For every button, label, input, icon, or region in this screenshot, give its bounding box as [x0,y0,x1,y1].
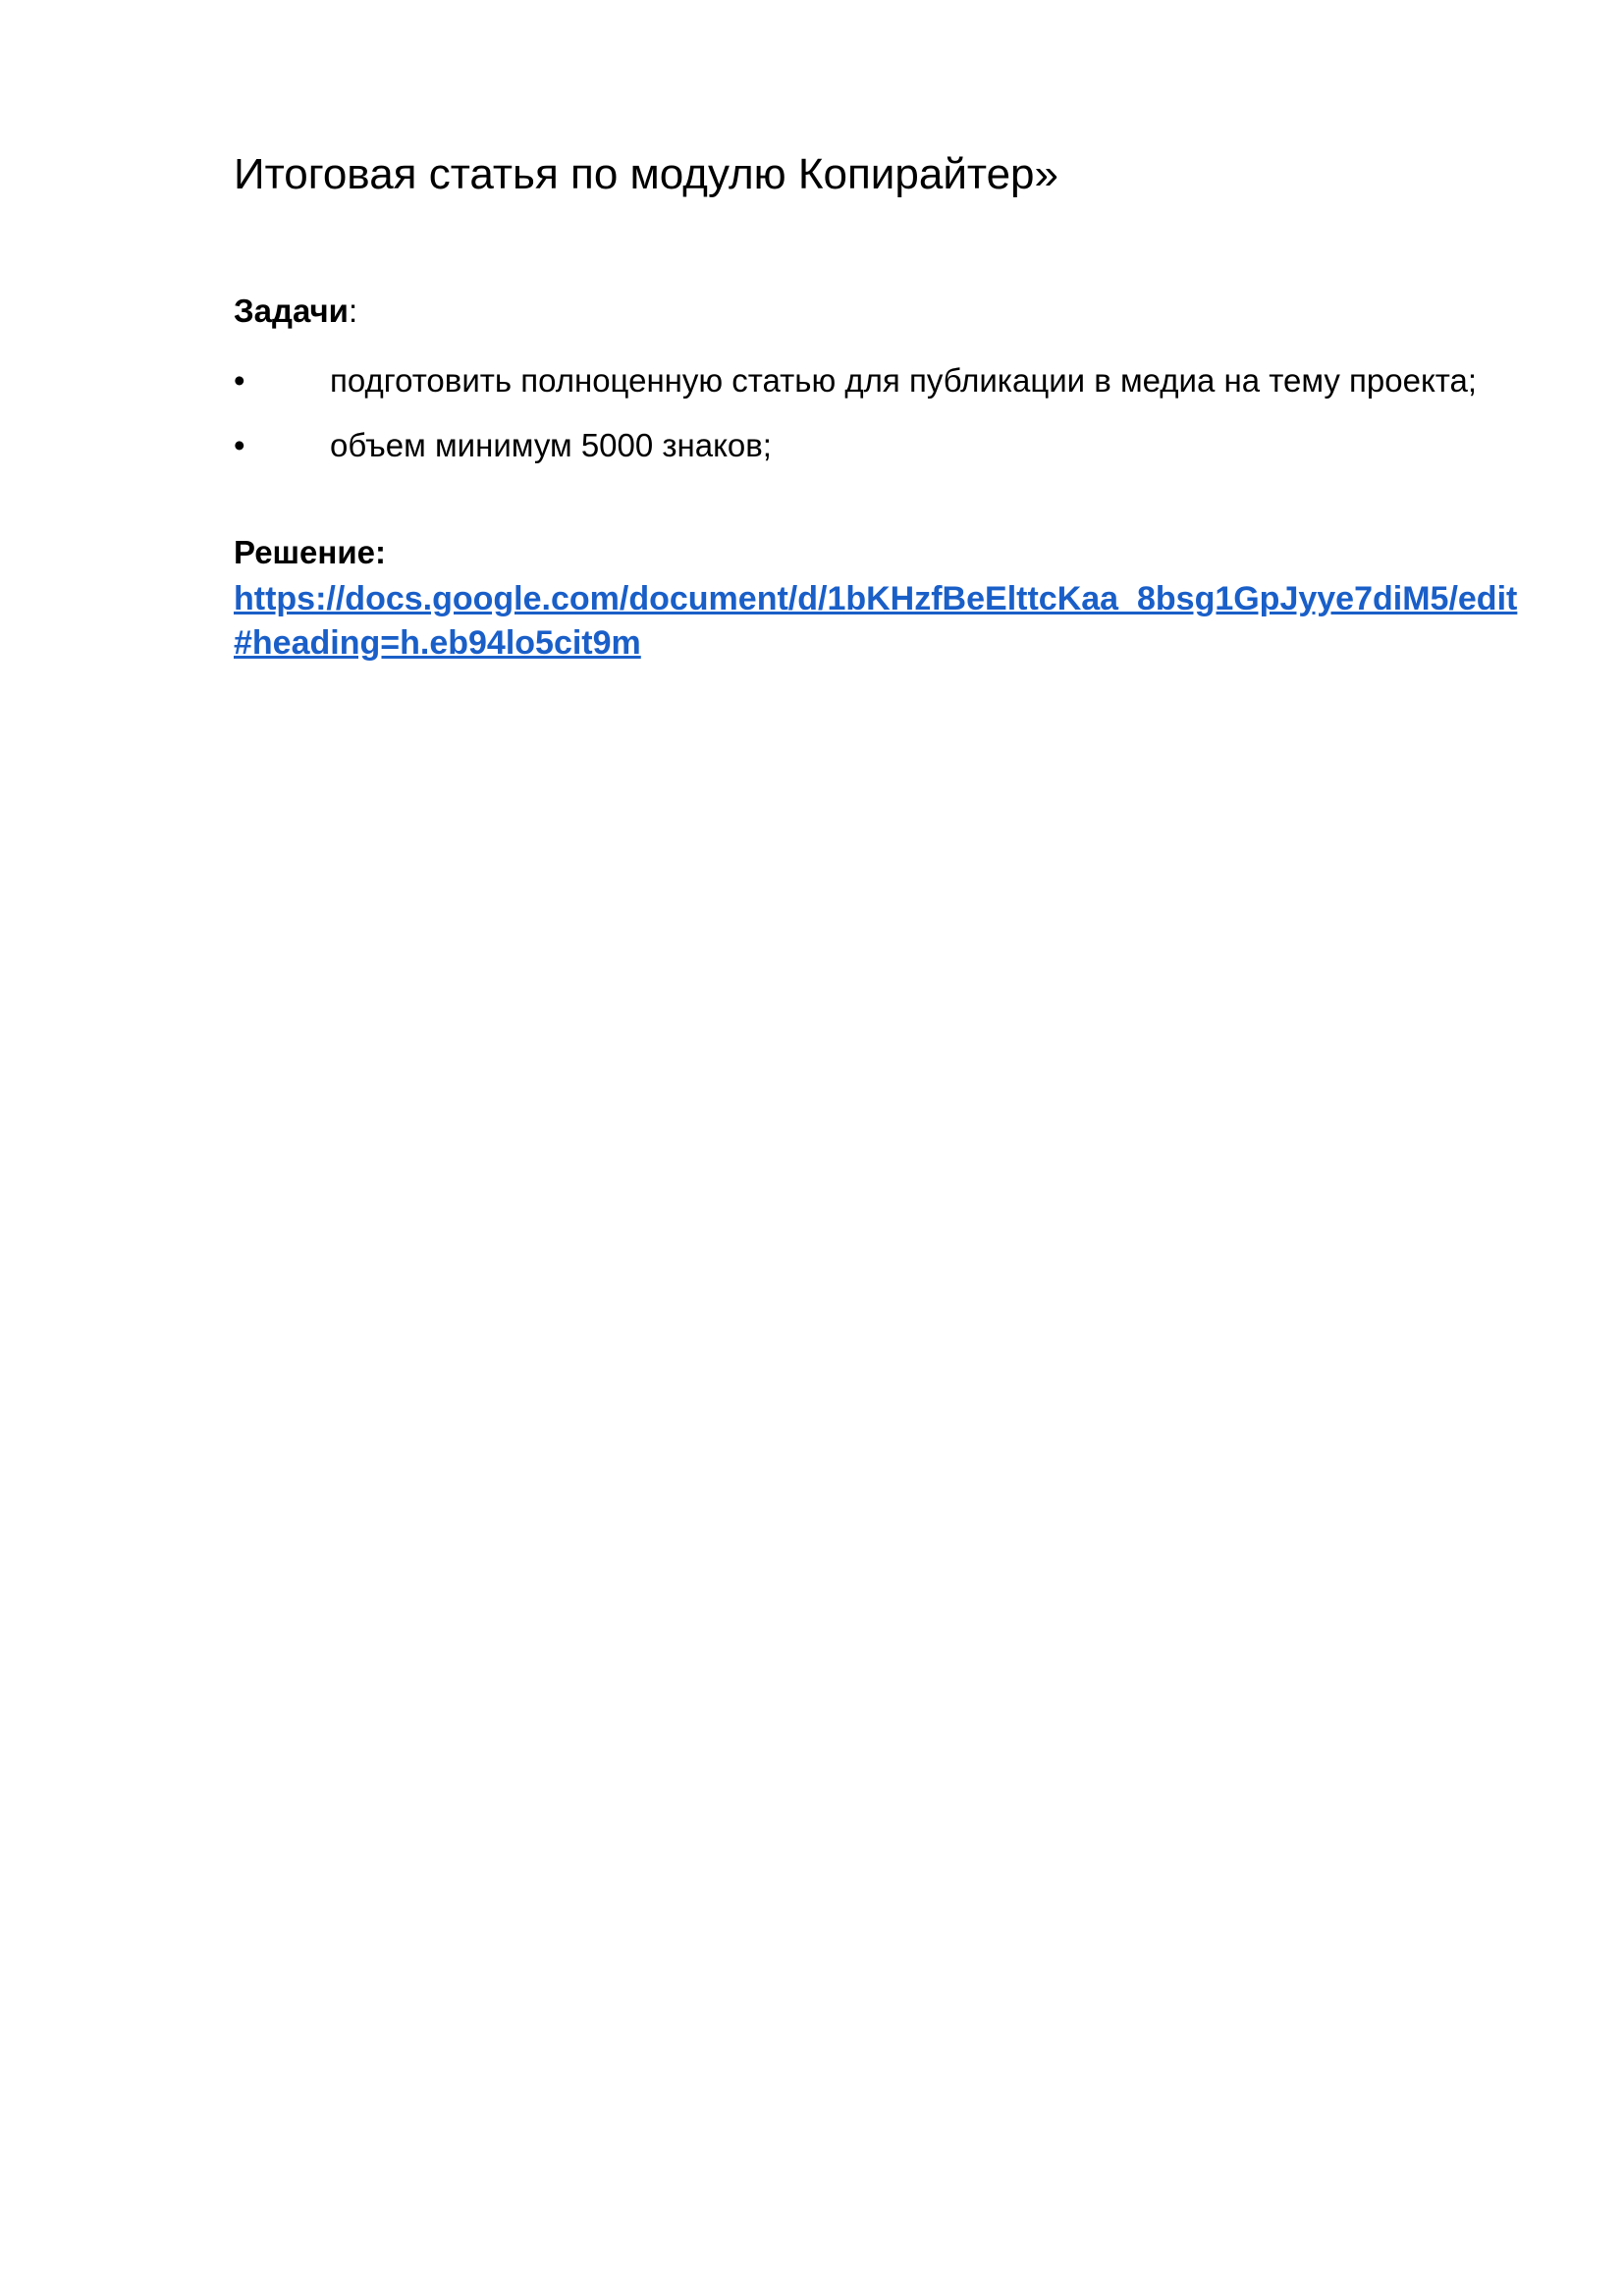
task-item-text: подготовить полноценную статью для публикации в медиа на тему проекта; [330,362,1478,399]
bullet-icon: • [234,362,245,399]
task-item [234,424,1520,467]
tasks-list [234,359,1520,467]
task-item [234,359,1520,402]
task-item-text: объем минимум 5000 знаков; [330,427,772,463]
tasks-heading-label: Задачи [234,293,349,329]
tasks-heading [234,291,1520,332]
solution-section [234,532,1520,666]
document-title: Итоговая статья по модулю Копирайтер» [234,150,1058,198]
tasks-heading-colon: : [348,293,358,329]
solution-heading: Решение: [234,534,386,570]
document-content [234,147,1520,666]
bullet-icon: • [234,427,245,463]
solution-link[interactable]: https://docs.google.com/document/d/1bKHzfBeElttcKaa_8bsg1GpJyye7diM5/edit#heading=h.eb94lo5cit9m [234,580,1518,662]
